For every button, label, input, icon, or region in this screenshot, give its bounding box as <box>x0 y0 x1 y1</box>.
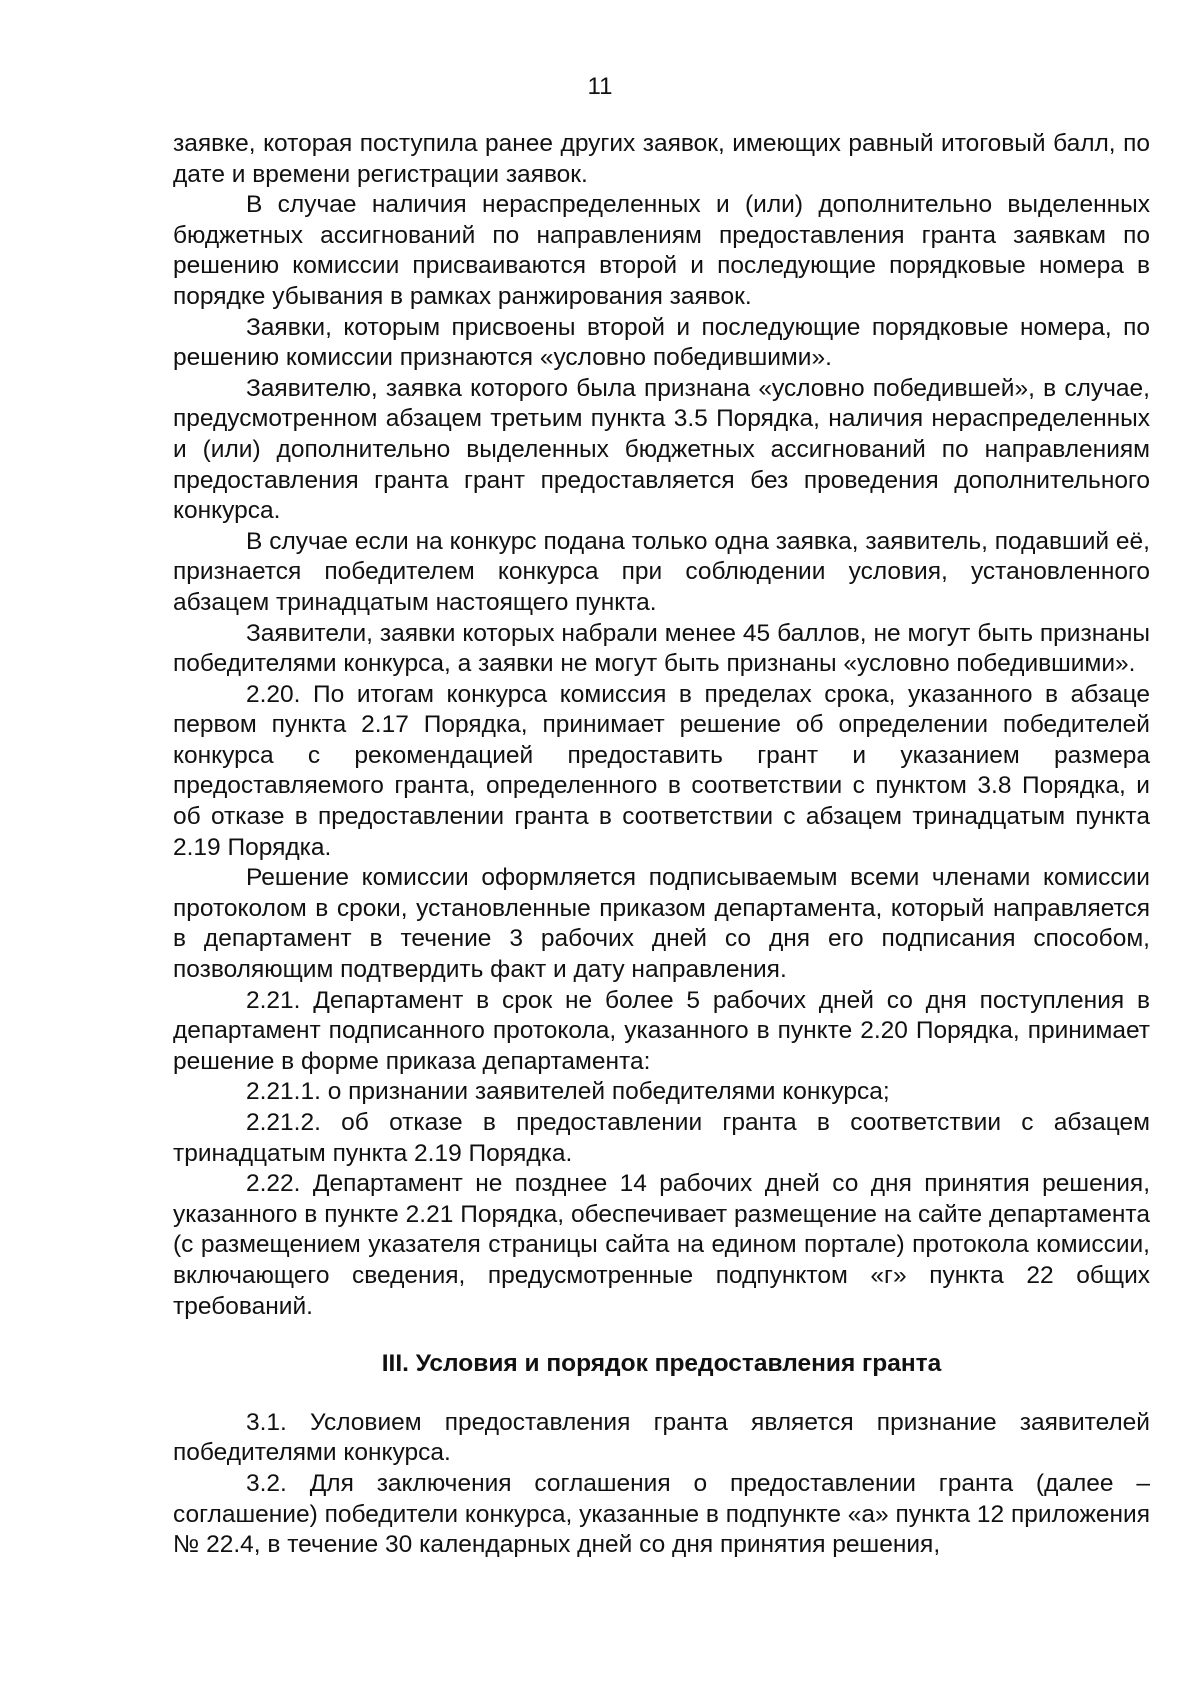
paragraph: В случае если на конкурс подана только одна заявка, заявитель, подавший её, признается победителем конкурса при соблюдении условия, установленного абзацем тринадцатым настоящего пункта. <box>173 527 1150 616</box>
page-number: 11 <box>587 73 613 100</box>
paragraph: Заявки, которым присвоены второй и последующие порядковые номера, по решению комиссии признаются «условно победившими». <box>173 313 1150 372</box>
paragraph: 2.21.1. о признании заявителей победителями конкурса; <box>246 1078 890 1106</box>
paragraph: 3.1. Условием предоставления гранта является признание заявителей победителями конкурса. <box>173 1408 1150 1467</box>
paragraph: 2.21. Департамент в срок не более 5 рабочих дней со дня поступления в департамент подписанного протокола, указанного в пункте 2.20 Порядка, принимает решение в форме приказа департамента: <box>173 986 1150 1075</box>
paragraph: Решение комиссии оформляется подписываемым всеми членами комиссии протоколом в сроки, установленные приказом департамента, который направляется в департамент в течение 3 рабочих дней со дня его подписания способом, позволяющим подтвердить факт и дату направления. <box>173 864 1150 984</box>
paragraph: В случае наличия нераспределенных и (или) дополнительно выделенных бюджетных ассигнований по направлениям предоставления гранта заявкам по решению комиссии присваиваются второй и последующие порядковые номера в порядке убывания в рамках ранжирования заявок. <box>173 191 1150 310</box>
paragraph: Заявители, заявки которых набрали менее 45 баллов, не могут быть признаны победителями конкурса, а заявки не могут быть признаны «условно победившими». <box>173 619 1150 678</box>
paragraph: 2.20. По итогам конкурса комиссия в пределах срока, указанного в абзаце первом пункта 2.17 Порядка, принимает решение об определении победителей конкурса с рекомендацией предоставить грант и указанием размера предоставляемого гранта, определенного в соответствии с пунктом 3.8 Порядка, и об отказе в предоставлении гранта в соответствии с абзацем тринадцатым пункта 2.19 Порядка. <box>173 680 1150 861</box>
paragraph: 3.2. Для заключения соглашения о предоставлении гранта (далее – соглашение) победители конкурса, указанные в подпункте «а» пункта 12 приложения № 22.4, в течение 30 календарных дней со дня принятия решения, <box>173 1469 1150 1559</box>
paragraph: Заявителю, заявка которого была признана «условно победившей», в случае, предусмотренном абзацем третьим пункта 3.5 Порядка, наличия нераспределенных и (или) дополнительно выделенных бюджетных ассигнований по направлениям предоставления гранта грант предоставляется без проведения дополнительного конкурса. <box>173 374 1150 525</box>
section-heading: III. Условия и порядок предоставления гранта <box>381 1350 942 1378</box>
paragraph: заявке, которая поступила ранее других заявок, имеющих равный итоговый балл, по дате и времени регистрации заявок. <box>173 130 1150 188</box>
paragraph: 2.22. Департамент не позднее 14 рабочих дней со дня принятия решения, указанного в пункте 2.21 Порядка, обеспечивает размещение на сайте департамента (с размещением указателя страницы сайта на едином портале) протокола комиссии, включающего сведения, предусмотренные подпунктом «г» пункта 22 общих требований. <box>173 1170 1150 1320</box>
paragraph: 2.21.2. об отказе в предоставлении гранта в соответствии с абзацем тринадцатым пункта 2.19 Порядка. <box>173 1109 1150 1167</box>
document-body <box>173 129 1150 1561</box>
